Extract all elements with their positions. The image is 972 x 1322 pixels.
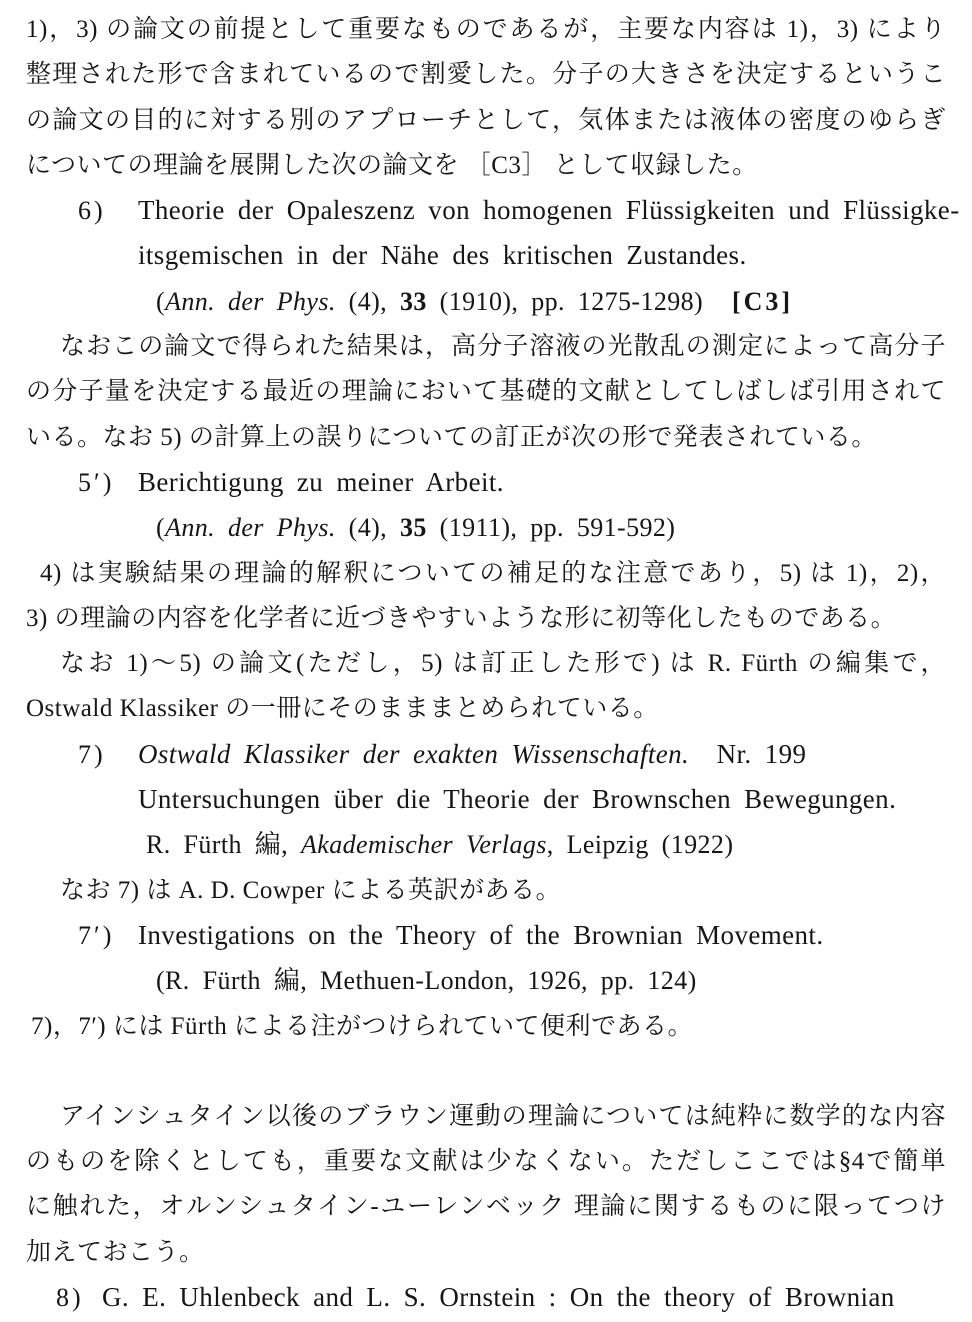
text-line	[26, 279, 946, 324]
text-segment: itsgemischen in der Nähe des kritischen Zustandes.	[138, 240, 747, 271]
text-segment: 整理された形で含まれているので割愛した。分子の大きさを決定するというこ	[26, 61, 946, 89]
text-line	[26, 7, 946, 52]
text-segment: 3) の理論の内容を化学者に近づきやすいような形に初等化したものである。	[26, 604, 897, 632]
reference-number: 7)	[78, 739, 106, 769]
text-line	[26, 1139, 946, 1184]
text-segment: のものを除くとしても，重要な文献は少なくない。ただしここでは§4で簡単	[26, 1148, 946, 1176]
text-segment: (1911), pp. 591-592)	[426, 513, 676, 543]
text-line	[26, 52, 946, 97]
text-line	[26, 732, 946, 777]
text-line	[26, 505, 946, 550]
text-line	[26, 98, 946, 143]
reference-number: 7′)	[78, 920, 115, 950]
text-line	[26, 1275, 946, 1320]
text-segment: についての理論を展開した次の論文を ［C3］ として収録した。	[26, 151, 758, 179]
text-segment: Akademischer Verlags	[300, 830, 547, 860]
text-line	[26, 324, 946, 369]
text-segment: G. E. Uhlenbeck and L. S. Ornstein : On the theory of Brownian	[102, 1282, 895, 1313]
text-segment: に触れた，オルンシュタイン-ユーレンベック 理論に関するものに限ってつけ	[26, 1193, 946, 1221]
text-line	[26, 460, 946, 505]
text-segment: R. Fürth 編,	[146, 830, 301, 860]
text-segment: 4) は実験結果の理論的解釈についての補足的な注意であり，5) は 1)，2)，	[40, 559, 946, 587]
text-line	[26, 1094, 946, 1139]
text-segment: 加えておこう。	[26, 1238, 205, 1266]
text-segment: なお 7) は A. D. Cowper による英訳がある。	[60, 876, 562, 904]
text-segment: (4),	[335, 513, 400, 543]
text-segment: , Leipzig (1922)	[546, 830, 734, 860]
text-segment: Ann. der Phys.	[165, 513, 336, 543]
text-line	[26, 143, 946, 188]
text-segment: Ostwald Klassiker の一冊にそのまままとめられている。	[26, 695, 659, 723]
text-line	[26, 822, 946, 867]
text-segment: Berichtigung zu meiner Arbeit.	[138, 466, 504, 497]
text-line	[26, 1004, 946, 1049]
text-segment: Untersuchungen über die Theorie der Brownschen Bewegungen.	[138, 784, 897, 815]
text-segment: Investigations on the Theory of the Brownian Movement.	[138, 919, 824, 950]
text-segment: Ann. der Phys.	[165, 286, 336, 316]
text-line	[26, 596, 946, 641]
text-line	[26, 1230, 946, 1275]
collection-tag: [C3]	[732, 286, 794, 316]
text-segment: Nr. 199	[689, 738, 807, 769]
text-segment: 1)，3) の論文の前提として重要なものであるが，主要な内容は 1)，3) により	[26, 16, 946, 43]
text-segment: 33	[399, 286, 427, 316]
text-segment: 7)，7′) には Fürth による注がつけられていて便利である。	[31, 1012, 694, 1040]
text-segment: (R. Fürth 編, Methuen-London, 1926, pp. 124)	[156, 966, 697, 996]
text-segment: アインシュタイン以後のブラウン運動の理論については純粋に数学的な内容	[60, 1102, 946, 1130]
text-segment: の分子量を決定する最近の理論において基礎的文献としてしばしば引用されて	[26, 378, 946, 406]
text-line	[26, 913, 946, 958]
text-segment: なおこの論文で得られた結果は，高分子溶液の光散乱の測定によって高分子	[60, 333, 946, 361]
text-line	[26, 777, 946, 822]
text-line	[26, 1184, 946, 1229]
reference-number: 6)	[78, 196, 106, 226]
text-segment: Ostwald Klassiker der exakten Wissenschaften.	[138, 738, 690, 769]
text-line	[26, 641, 946, 686]
text-line	[26, 415, 946, 460]
text-segment: (	[156, 513, 166, 543]
text-segment: いる。なお 5) の計算上の誤りについての訂正が次の形で発表されている。	[26, 423, 877, 451]
text-line	[26, 233, 946, 278]
text-segment: Theorie der Opaleszenz von homogenen Flüssigkeiten und Flüssigke-	[138, 195, 960, 226]
text-segment: (1910), pp. 1275-1298)	[426, 286, 704, 316]
text-segment: なお 1)～5) の論文(ただし，5) は訂正した形で) は R. Fürth の編集で，	[60, 650, 946, 678]
text-segment: (4),	[335, 286, 400, 316]
text-line	[26, 369, 946, 414]
text-line	[26, 868, 946, 913]
reference-number: 5′)	[78, 467, 115, 497]
text-line	[26, 551, 946, 596]
reference-number: 8)	[56, 1283, 84, 1313]
text-line	[26, 188, 960, 233]
text-segment: (	[156, 286, 166, 316]
text-line	[26, 958, 946, 1003]
text-segment: の論文の目的に対する別のアプローチとして，気体または液体の密度のゆらぎ	[26, 106, 946, 134]
text-segment: 35	[399, 513, 427, 543]
text-line	[26, 686, 946, 731]
